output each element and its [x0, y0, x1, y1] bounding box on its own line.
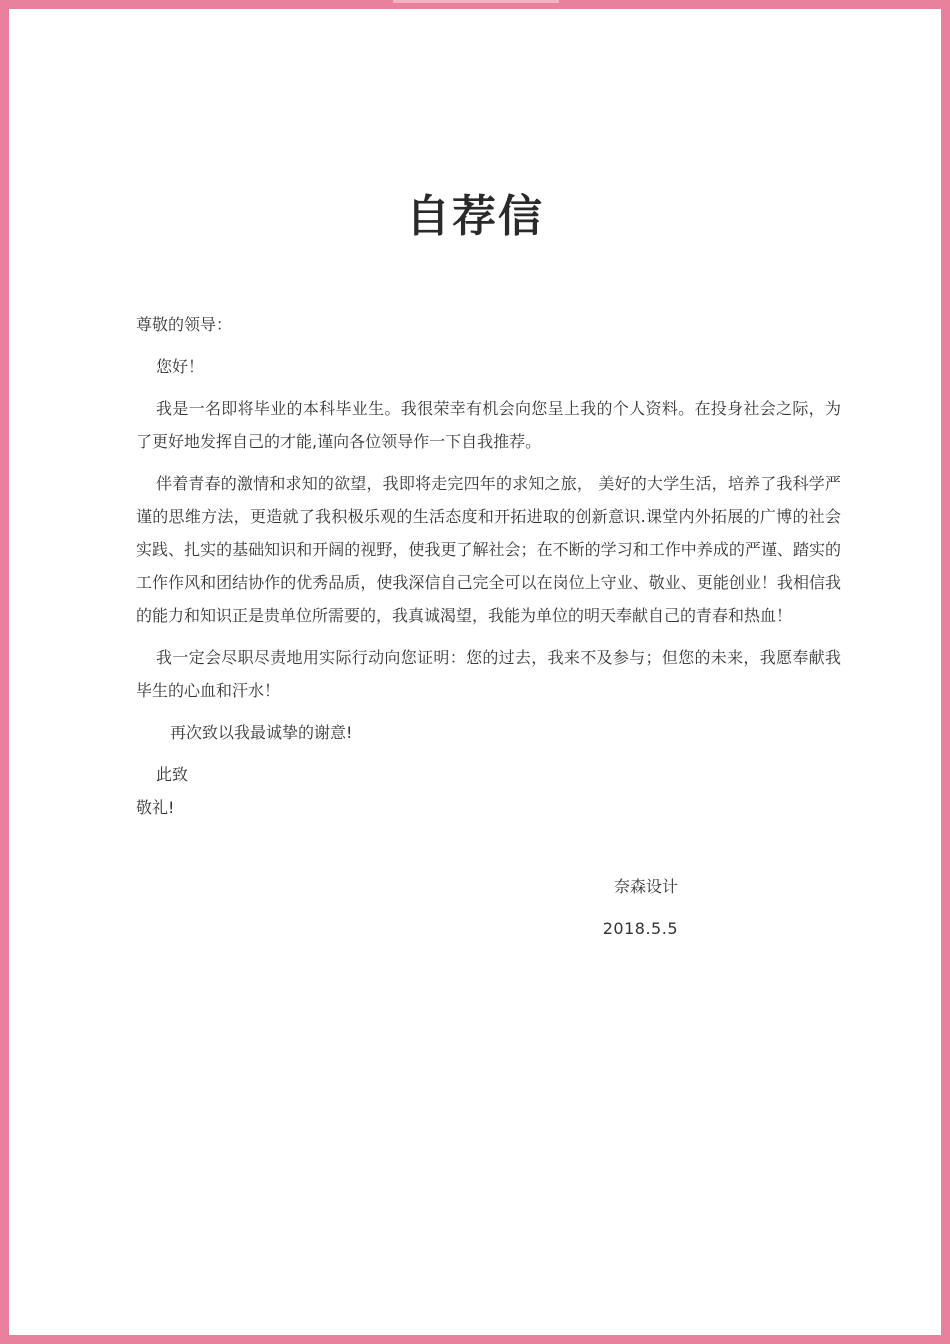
signature-name: 奈森设计 — [613, 877, 678, 896]
top-tab-decoration — [393, 0, 559, 3]
closing-cizhi: 此致 — [156, 765, 189, 784]
letter-body — [136, 308, 841, 824]
salutation: 尊敬的领导： — [136, 315, 233, 334]
letter-title: 自荐信 — [406, 191, 544, 243]
paragraph-commitment: 我一定会尽职尽责地用实际行动向您证明：您的过去，我来不及参与；但您的未来，我愿奉献我毕生的心血和汗水！ — [136, 648, 841, 700]
thanks-line: 再次致以我最诚挚的谢意! — [170, 723, 353, 742]
signature-block — [560, 872, 678, 944]
closing-jingli: 敬礼! — [136, 798, 175, 817]
signature-date: 2018.5.5 — [602, 919, 678, 938]
paragraph-qualifications: 伴着青春的激情和求知的欲望，我即将走完四年的求知之旅， 美好的大学生活，培养了我科学严谨的思维方法，更造就了我积极乐观的生活态度和开拓进取的创新意识.课堂内外拓展的广博的社会实践、扎实的基础知识和开阔的视野，使我更了解社会；在不断的学习和工作中养成的严谨、踏实的工作作风和团结协作的优秀品质，使我深信自己完全可以在岗位上守业、敬业、更能创业！我相信我的能力和知识正是贵单位所需要的，我真诚渴望，我能为单位的明天奉献自己的青春和热血！ — [136, 474, 841, 625]
hello-line: 您好！ — [156, 357, 205, 376]
paragraph-intro: 我是一名即将毕业的本科毕业生。我很荣幸有机会向您呈上我的个人资料。在投身社会之际，为了更好地发挥自己的才能,谨向各位领导作一下自我推荐。 — [136, 399, 841, 451]
